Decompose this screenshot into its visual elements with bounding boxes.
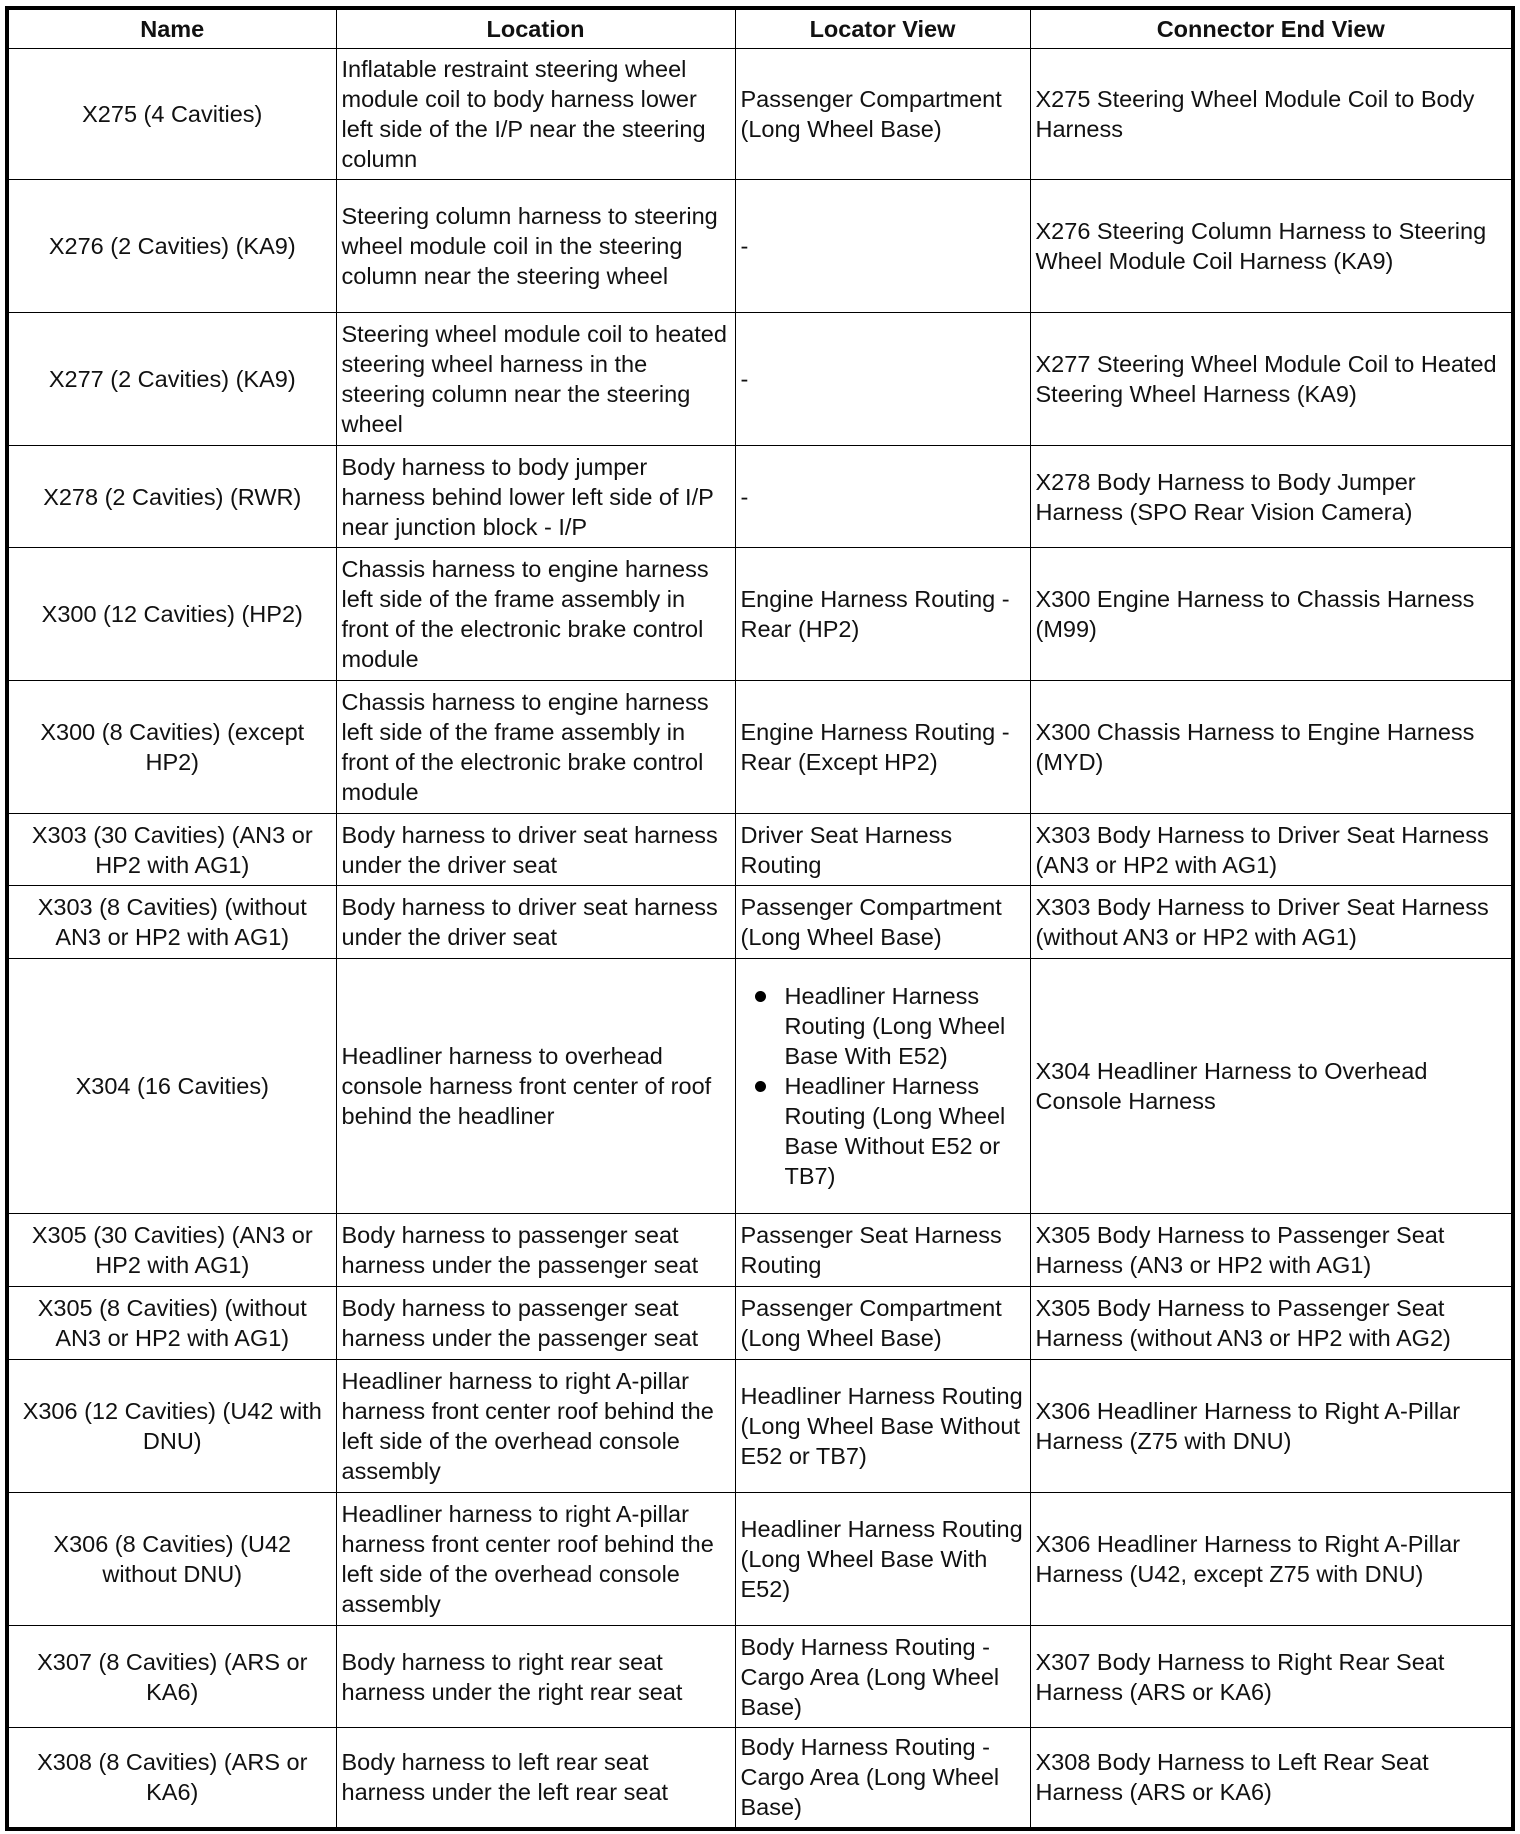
cell-location: Inflatable restraint steering wheel module coil to body harness lower left side of the I/P near the steering column (336, 49, 735, 180)
cell-location: Headliner harness to overhead console harness front center of roof behind the headliner (336, 959, 735, 1214)
cell-locator-view: Headliner Harness Routing (Long Wheel Base With E52) (735, 1493, 1030, 1626)
cell-connector-end-view: X303 Body Harness to Driver Seat Harness (without AN3 or HP2 with AG1) (1030, 886, 1513, 959)
cell-connector-end-view: X307 Body Harness to Right Rear Seat Harness (ARS or KA6) (1030, 1626, 1513, 1728)
cell-location: Steering column harness to steering wheel module coil in the steering column near the steering wheel (336, 180, 735, 313)
header-connector-end-view: Connector End View (1030, 8, 1513, 49)
header-name: Name (7, 8, 336, 49)
cell-location: Body harness to body jumper harness behind lower left side of I/P near junction block - I/P (336, 446, 735, 548)
cell-connector-end-view: X306 Headliner Harness to Right A-Pillar Harness (U42, except Z75 with DNU) (1030, 1493, 1513, 1626)
table-row (7, 1626, 1513, 1728)
cell-connector-end-view: X305 Body Harness to Passenger Seat Harness (AN3 or HP2 with AG1) (1030, 1214, 1513, 1287)
cell-connector-end-view: X300 Engine Harness to Chassis Harness (M99) (1030, 548, 1513, 681)
header-location: Location (336, 8, 735, 49)
table-row (7, 886, 1513, 959)
table-row (7, 959, 1513, 1214)
table-row (7, 1287, 1513, 1360)
table-row (7, 49, 1513, 180)
header-row (7, 8, 1513, 49)
cell-locator-view: Engine Harness Routing - Rear (Except HP2) (735, 681, 1030, 814)
cell-locator-view: Passenger Compartment (Long Wheel Base) (735, 49, 1030, 180)
cell-name: X305 (8 Cavities) (without AN3 or HP2 with AG1) (7, 1287, 336, 1360)
header-locator-view: Locator View (735, 8, 1030, 49)
table-row (7, 548, 1513, 681)
cell-connector-end-view: X278 Body Harness to Body Jumper Harness (SPO Rear Vision Camera) (1030, 446, 1513, 548)
table-row (7, 1728, 1513, 1829)
cell-location: Body harness to left rear seat harness under the left rear seat (336, 1728, 735, 1829)
cell-name: X300 (8 Cavities) (except HP2) (7, 681, 336, 814)
cell-connector-end-view: X275 Steering Wheel Module Coil to Body Harness (1030, 49, 1513, 180)
cell-locator-view: - (735, 446, 1030, 548)
cell-name: X308 (8 Cavities) (ARS or KA6) (7, 1728, 336, 1829)
cell-location: Chassis harness to engine harness left side of the frame assembly in front of the electronic brake control module (336, 548, 735, 681)
cell-connector-end-view: X303 Body Harness to Driver Seat Harness (AN3 or HP2 with AG1) (1030, 814, 1513, 886)
cell-locator-view: - (735, 180, 1030, 313)
cell-locator-view (735, 959, 1030, 1214)
connector-table (5, 6, 1515, 1831)
cell-locator-view: Passenger Seat Harness Routing (735, 1214, 1030, 1287)
cell-locator-view: Headliner Harness Routing (Long Wheel Base Without E52 or TB7) (735, 1360, 1030, 1493)
locator-list (741, 981, 1025, 1191)
table-row (7, 1360, 1513, 1493)
cell-name: X278 (2 Cavities) (RWR) (7, 446, 336, 548)
cell-location: Body harness to right rear seat harness under the right rear seat (336, 1626, 735, 1728)
table-row (7, 1493, 1513, 1626)
cell-connector-end-view: X277 Steering Wheel Module Coil to Heated Steering Wheel Harness (KA9) (1030, 313, 1513, 446)
cell-name: X303 (8 Cavities) (without AN3 or HP2 with AG1) (7, 886, 336, 959)
cell-location: Headliner harness to right A-pillar harness front center roof behind the left side of the overhead console assembly (336, 1360, 735, 1493)
cell-name: X306 (12 Cavities) (U42 with DNU) (7, 1360, 336, 1493)
cell-locator-view: Driver Seat Harness Routing (735, 814, 1030, 886)
cell-location: Body harness to passenger seat harness under the passenger seat (336, 1214, 735, 1287)
cell-locator-view: Passenger Compartment (Long Wheel Base) (735, 1287, 1030, 1360)
cell-connector-end-view: X308 Body Harness to Left Rear Seat Harness (ARS or KA6) (1030, 1728, 1513, 1829)
table-row (7, 681, 1513, 814)
cell-name: X276 (2 Cavities) (KA9) (7, 180, 336, 313)
cell-name: X305 (30 Cavities) (AN3 or HP2 with AG1) (7, 1214, 336, 1287)
locator-list-item: Headliner Harness Routing (Long Wheel Base Without E52 or TB7) (785, 1071, 1025, 1191)
cell-locator-view: Engine Harness Routing - Rear (HP2) (735, 548, 1030, 681)
cell-connector-end-view: X276 Steering Column Harness to Steering Wheel Module Coil Harness (KA9) (1030, 180, 1513, 313)
cell-name: X277 (2 Cavities) (KA9) (7, 313, 336, 446)
cell-connector-end-view: X306 Headliner Harness to Right A-Pillar Harness (Z75 with DNU) (1030, 1360, 1513, 1493)
cell-location: Steering wheel module coil to heated steering wheel harness in the steering column near the steering wheel (336, 313, 735, 446)
cell-connector-end-view: X300 Chassis Harness to Engine Harness (MYD) (1030, 681, 1513, 814)
cell-connector-end-view: X305 Body Harness to Passenger Seat Harness (without AN3 or HP2 with AG2) (1030, 1287, 1513, 1360)
cell-connector-end-view: X304 Headliner Harness to Overhead Console Harness (1030, 959, 1513, 1214)
cell-name: X303 (30 Cavities) (AN3 or HP2 with AG1) (7, 814, 336, 886)
table-row (7, 180, 1513, 313)
cell-location: Chassis harness to engine harness left side of the frame assembly in front of the electronic brake control module (336, 681, 735, 814)
cell-location: Body harness to driver seat harness under the driver seat (336, 814, 735, 886)
table-row (7, 446, 1513, 548)
cell-location: Headliner harness to right A-pillar harness front center roof behind the left side of the overhead console assembly (336, 1493, 735, 1626)
cell-name: X304 (16 Cavities) (7, 959, 336, 1214)
cell-location: Body harness to driver seat harness under the driver seat (336, 886, 735, 959)
cell-location: Body harness to passenger seat harness under the passenger seat (336, 1287, 735, 1360)
cell-name: X300 (12 Cavities) (HP2) (7, 548, 336, 681)
cell-locator-view: - (735, 313, 1030, 446)
table-row (7, 1214, 1513, 1287)
cell-locator-view: Passenger Compartment (Long Wheel Base) (735, 886, 1030, 959)
locator-list-item: Headliner Harness Routing (Long Wheel Base With E52) (785, 981, 1025, 1071)
cell-locator-view: Body Harness Routing - Cargo Area (Long Wheel Base) (735, 1728, 1030, 1829)
table-row (7, 814, 1513, 886)
table-row (7, 313, 1513, 446)
cell-locator-view: Body Harness Routing - Cargo Area (Long Wheel Base) (735, 1626, 1030, 1728)
cell-name: X275 (4 Cavities) (7, 49, 336, 180)
cell-name: X306 (8 Cavities) (U42 without DNU) (7, 1493, 336, 1626)
cell-name: X307 (8 Cavities) (ARS or KA6) (7, 1626, 336, 1728)
